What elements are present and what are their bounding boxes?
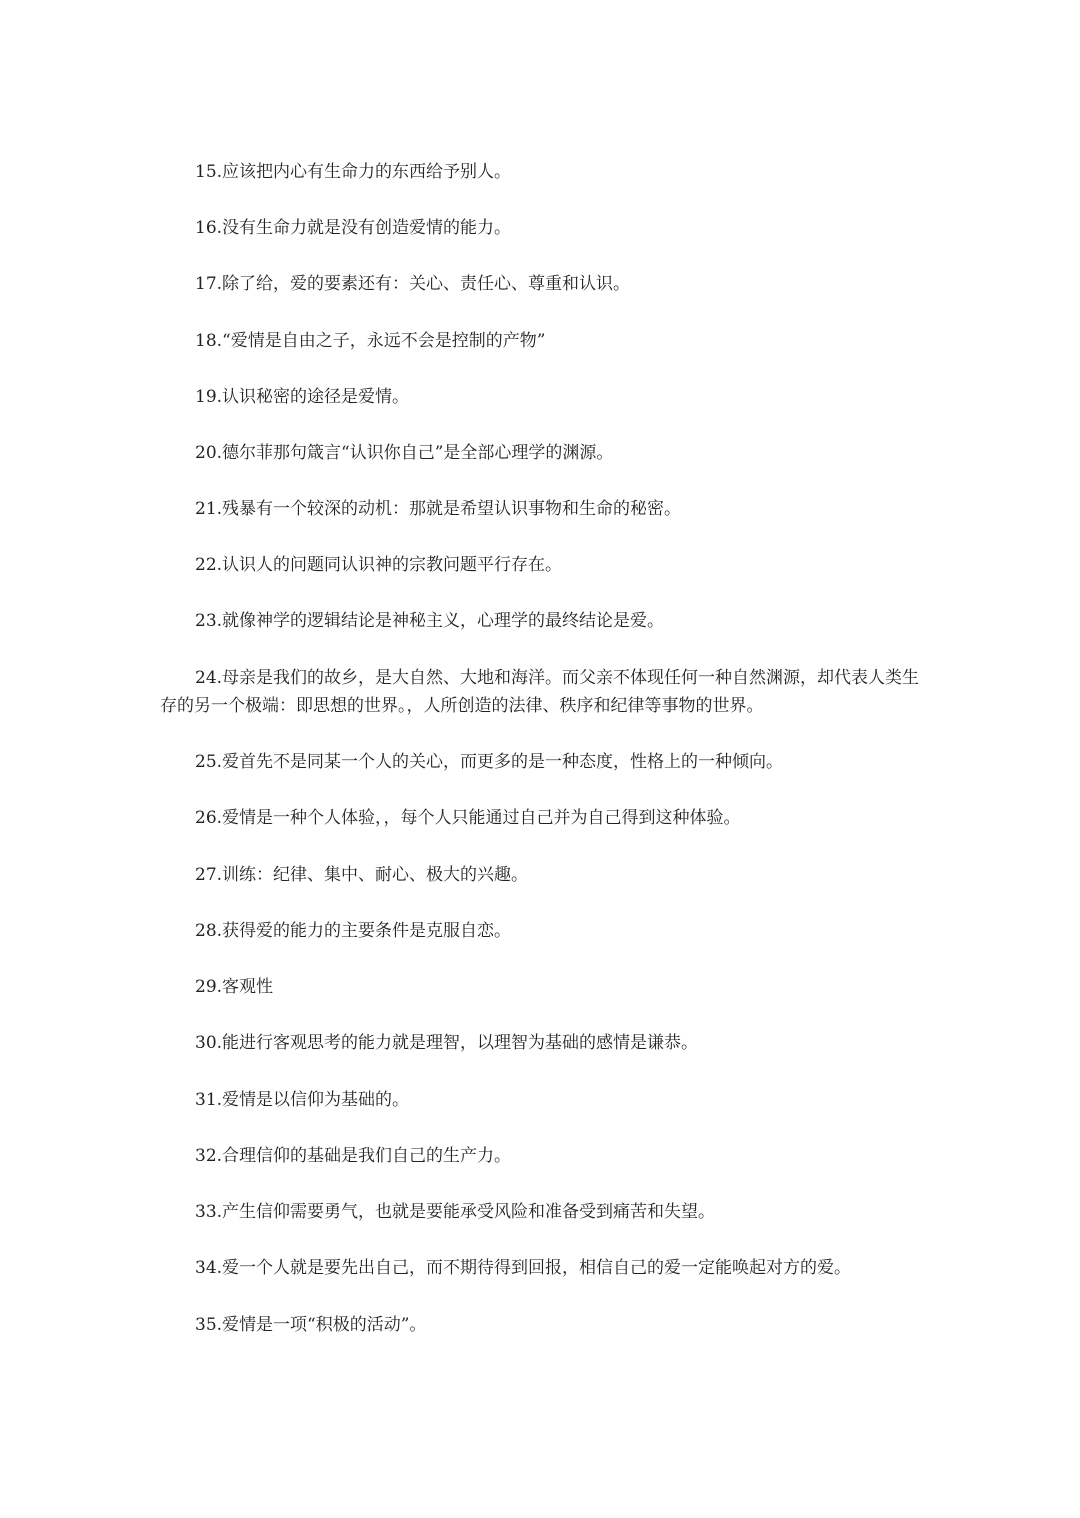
list-item: 17.除了给，爱的要素还有：关心、责任心、尊重和认识。	[195, 274, 631, 294]
list-item: 21.残暴有一个较深的动机：那就是希望认识事物和生命的秘密。	[195, 499, 682, 519]
list-item: 30.能进行客观思考的能力就是理智，以理智为基础的感情是谦恭。	[195, 1033, 699, 1053]
list-item: 33.产生信仰需要勇气，也就是要能承受风险和准备受到痛苦和失望。	[195, 1202, 716, 1222]
list-item: 35.爱情是一项“积极的活动”。	[195, 1315, 427, 1335]
list-item: 34.爱一个人就是要先出自己，而不期待得到回报，相信自己的爱一定能唤起对方的爱。	[195, 1258, 852, 1278]
list-item: 18.“爱情是自由之子，永远不会是控制的产物”	[195, 331, 546, 351]
list-item: 28.获得爱的能力的主要条件是克服自恋。	[195, 921, 512, 941]
list-item: 20.德尔菲那句箴言“认识你自己”是全部心理学的渊源。	[195, 443, 614, 463]
list-item: 23.就像神学的逻辑结论是神秘主义，心理学的最终结论是爱。	[195, 611, 665, 631]
list-item: 25.爱首先不是同某一个人的关心，而更多的是一种态度，性格上的一种倾向。	[195, 752, 784, 772]
list-item: 22.认识人的问题同认识神的宗教问题平行存在。	[195, 555, 563, 575]
list-item: 26.爱情是一种个人体验，，每个人只能通过自己并为自己得到这种体验。	[195, 808, 741, 828]
list-item: 19.认识秘密的途径是爱情。	[195, 387, 410, 407]
list-item: 16.没有生命力就是没有创造爱情的能力。	[195, 218, 512, 238]
list-item: 29.客观性	[195, 977, 274, 997]
list-item: 15.应该把内心有生命力的东西给予别人。	[195, 162, 512, 182]
list-item: 27.训练：纪律、集中、耐心、极大的兴趣。	[195, 865, 529, 885]
list-item: 24.母亲是我们的故乡，是大自然、大地和海洋。而父亲不体现任何一种自然渊源，却代表人类生存的另一个极端：即思想的世界。，人所创造的法律、秩序和纪律等事物的世界。	[160, 668, 920, 716]
list-item: 32.合理信仰的基础是我们自己的生产力。	[195, 1146, 512, 1166]
list-item: 31.爱情是以信仰为基础的。	[195, 1090, 410, 1110]
